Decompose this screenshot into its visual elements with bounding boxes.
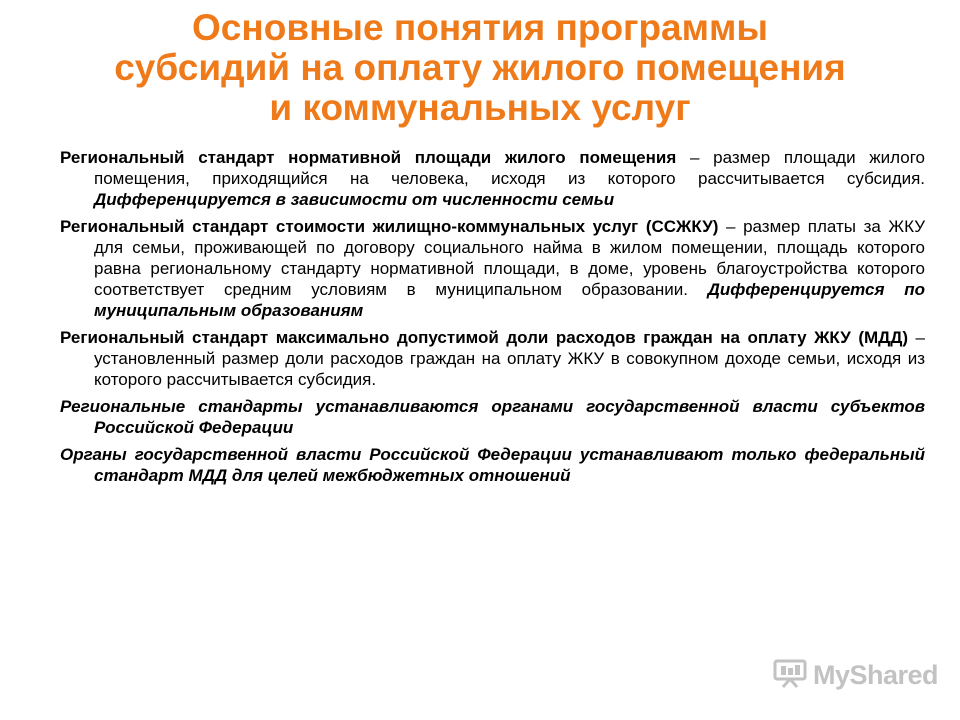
title-line-1: Основные понятия программы — [192, 7, 768, 48]
slide-title — [40, 8, 920, 128]
title-line-2: субсидий на оплату жилого помещения — [114, 47, 846, 88]
definition-text: – установленный размер доли расходов граждан на оплату ЖКУ в совокупном доходе семьи, исходя из которого рассчитывается субсидия. — [94, 328, 925, 389]
definition-note: Дифференцируется в зависимости от численности семьи — [94, 190, 615, 209]
presentation-board-icon — [773, 658, 807, 693]
myshared-watermark — [773, 658, 938, 692]
definition-term: Региональный стандарт максимально допустимой доли расходов граждан на оплату ЖКУ (МДД) — [60, 328, 909, 347]
definition-text: – размер площади жилого помещения, приходящийся на человека, исходя из которого рассчитывается субсидия. — [94, 148, 925, 188]
statement-text: Региональные стандарты устанавливаются органами государственной власти субъектов Российской Федерации — [60, 397, 925, 437]
definition-term: Региональный стандарт стоимости жилищно-коммунальных услуг (ССЖКУ) — [60, 217, 719, 236]
definition-term: Региональный стандарт нормативной площади жилого помещения — [60, 148, 677, 167]
statement-regional-authorities — [60, 396, 925, 438]
title-line-3: и коммунальных услуг — [269, 87, 691, 128]
watermark-brand: MyShared — [813, 659, 939, 690]
definition-note: Дифференцируется по муниципальным образованиям — [94, 280, 925, 320]
definition-max-share-standard — [60, 327, 925, 390]
definition-area-standard — [60, 147, 925, 210]
statement-federal-authorities — [60, 444, 925, 486]
statement-text: Органы государственной власти Российской Федерации устанавливают только федеральный стандарт МДД для целей межбюджетных отношений — [60, 445, 925, 485]
definition-text: – размер платы за ЖКУ для семьи, проживающей по договору социального найма в жилом помещении, площадь которого равна региональному стандарту нормативной площади, в доме, уровень благоустройства которого соответствует средним условиям в муниципальном образовании. — [94, 217, 925, 299]
definitions-list — [60, 147, 925, 492]
definition-cost-standard — [60, 216, 925, 321]
